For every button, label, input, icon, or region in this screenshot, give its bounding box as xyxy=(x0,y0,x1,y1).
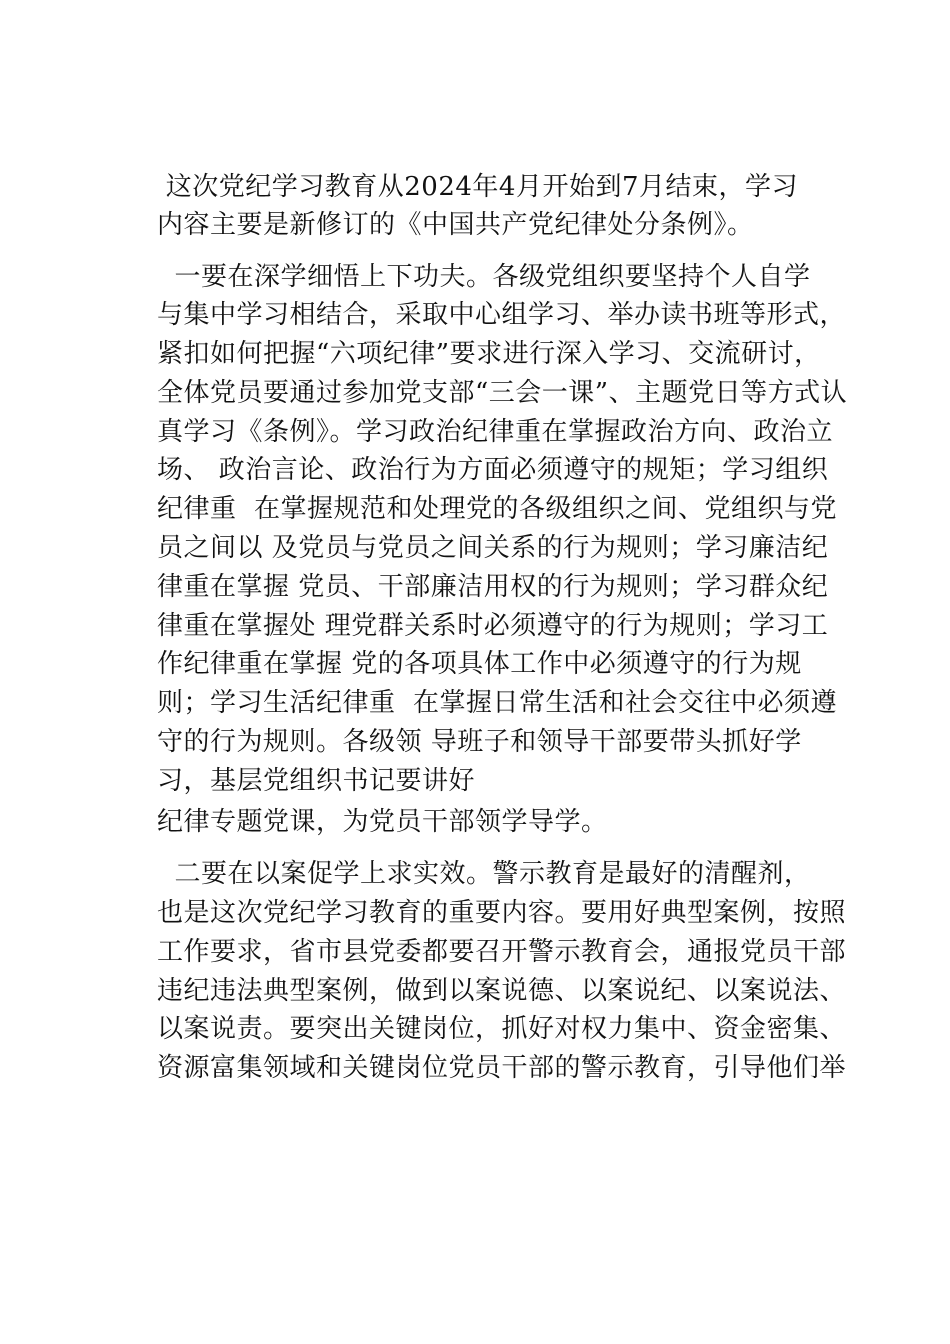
text-line: 紧扣如何把握“六项纪律”要求进行深入学习、交流研讨， xyxy=(157,339,821,369)
text-line: 场、 政治言论、政治行为方面必须遵守的规矩；学习组织 xyxy=(157,455,829,485)
text-line: 以案说责。要突出关键岗位，抓好对权力集中、资金密集、 xyxy=(157,1014,847,1044)
text-line: 纪律专题党课，为党员干部领学导学。 xyxy=(157,807,608,837)
text-line: 员之间以 及党员与党员之间关系的行为规则；学习廉洁纪 xyxy=(157,533,829,563)
text-line: 则；学习生活纪律重 在掌握日常生活和社会交往中必须遵 xyxy=(157,688,838,718)
text-line: 作纪律重在掌握 党的各项具体工作中必须遵守的行为规 xyxy=(157,649,802,679)
text-line: 与集中学习相结合，采取中心组学习、举办读书班等形式， xyxy=(157,300,847,330)
text-line: 也是这次党纪学习教育的重要内容。要用好典型案例，按照 xyxy=(157,898,847,928)
text-line: 律重在掌握 党员、干部廉洁用权的行为规则；学习群众纪 xyxy=(157,572,829,602)
text-line: 律重在掌握处 理党群关系时必须遵守的行为规则；学习工 xyxy=(157,611,829,641)
text-line: 守的行为规则。各级领 导班子和领导干部要带头抓好学 xyxy=(157,727,802,757)
text-line: 习，基层党组织书记要讲好 xyxy=(157,766,476,796)
text-line: 二要在以案促学上求实效。警示教育是最好的清醒剂， xyxy=(157,859,811,889)
text-line: 真学习《条例》。学习政治纪律重在掌握政治方向、政治立 xyxy=(157,417,834,447)
text-line: 内容主要是新修订的《中国共产党纪律处分条例》。 xyxy=(157,210,754,240)
text-line: 一要在深学细悟上下功夫。各级党组织要坚持个人自学 xyxy=(157,262,811,292)
text-line: 工作要求，省市县党委都要召开警示教育会，通报党员干部 xyxy=(157,937,847,967)
text-line: 这次党纪学习教育从2024年4月开始到7月结束，学习 xyxy=(157,172,799,202)
text-line: 全体党员要通过参加党支部“三会一课”、主题党日等方式认 xyxy=(157,378,848,408)
text-line: 纪律重 在掌握规范和处理党的各级组织之间、党组织与党 xyxy=(157,494,838,524)
text-line: 资源富集领域和关键岗位党员干部的警示教育，引导他们举 xyxy=(157,1053,847,1083)
text-line: 违纪违法典型案例，做到以案说德、以案说纪、以案说法、 xyxy=(157,976,847,1006)
